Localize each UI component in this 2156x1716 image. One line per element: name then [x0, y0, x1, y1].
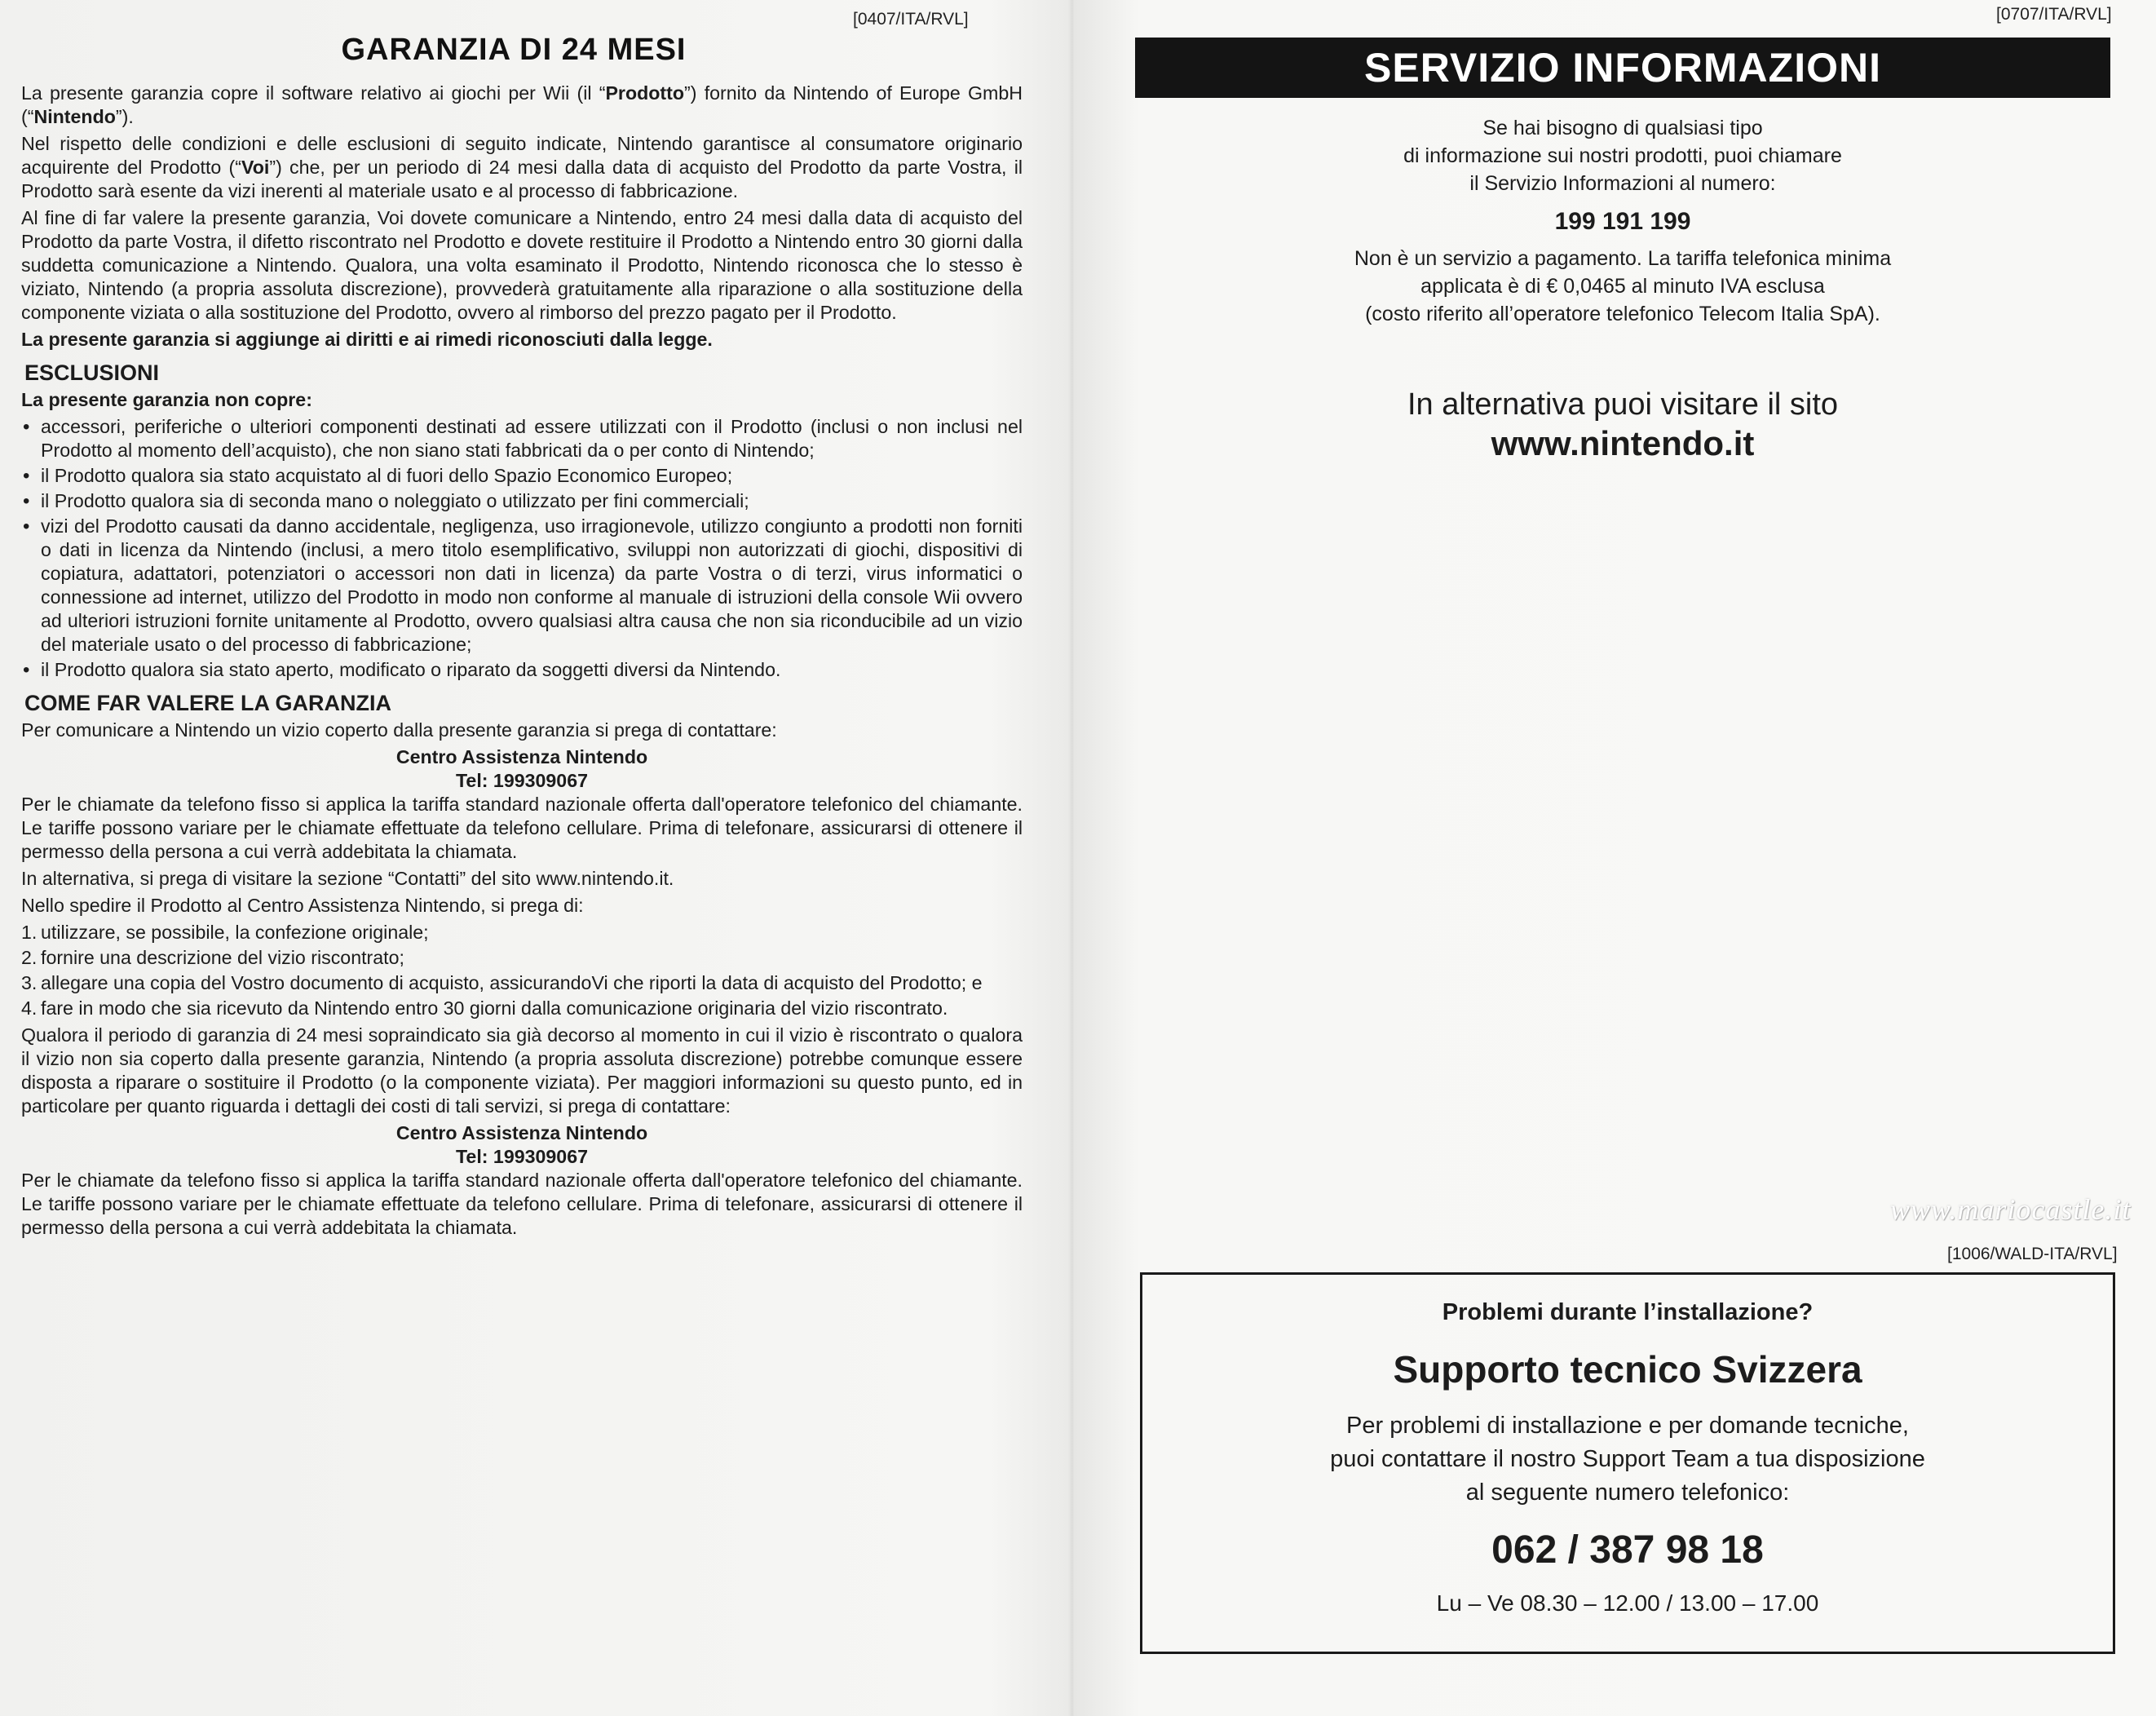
- exclusions-lead: La presente garanzia non copre:: [21, 389, 312, 410]
- warranty-body: [21, 82, 1023, 1243]
- info-line: il Servizio Informazioni al numero:: [1469, 172, 1776, 195]
- alt-line: In alternativa puoi visitare il sito: [1407, 387, 1839, 422]
- right-page: [1075, 0, 2156, 1716]
- support-description: [1142, 1409, 2113, 1510]
- exclusion-item: • vizi del Prodotto causati da danno accidentale, negligenza, uso irragionevole, utilizzo congiunto a prodotti non forniti o dati in licenza da Nintendo (inclusi, a mero titolo esemplificativo, sviluppi non autorizzati di giochi, dispositivi di copiatura, adattatori, potenziatori o accessori non dati in licenza) da parte Vostra o di terzi, virus informatici o connessione ad internet, utilizzo del Prodotto in modo non conforme al manuale di istruzioni della console Wii ovvero ad ulteriori istruzioni fornite unitamente al Prodotto, ovvero qualsiasi altra causa che non sia riconducibile ad un vizio del materiale usato o del processo di fabbricazione;: [21, 515, 1023, 657]
- support-hours: Lu – Ve 08.30 – 12.00 / 13.00 – 17.00: [1436, 1590, 1819, 1616]
- cost-line: applicata è di € 0,0465 al minuto IVA esclusa: [1420, 275, 1825, 298]
- intro-paragraph-4: La presente garanzia si aggiunge ai diritti e ai rimedi riconosciuti dalla legge.: [21, 329, 713, 350]
- ship-step: 2. fornire una descrizione del vizio riscontrato;: [21, 947, 404, 968]
- watermark: www.mariocastle.it: [1890, 1193, 2132, 1226]
- document-code: [0407/ITA/RVL]: [853, 10, 969, 29]
- exclusions-list: [21, 415, 1023, 682]
- expired-note: Qualora il periodo di garanzia di 24 mesi sopraindicato sia già decorso al momento in cui il vizio è riscontrato o qualora il vizio non sia coperto dalla presente garanzia, Nintendo (a propria assoluta discrezione) potrebbe comunque essere disposta a riparare o sostituire il Prodotto (o la componente viziata). Per maggiori informazioni su questo punto, ed in particolare per quanto riguarda i dettagli dei costi di tali servizi, si prega di contattare:: [21, 1024, 1023, 1117]
- left-page: [0, 0, 1075, 1716]
- info-line: Se hai bisogno di qualsiasi tipo: [1482, 117, 1763, 139]
- website-link[interactable]: www.nintendo.it: [1491, 424, 1755, 462]
- ship-step: 4. fare in modo che sia ricevuto da Nintendo entro 30 giorni dalla comunicazione originaria del vizio riscontrato.: [21, 997, 948, 1019]
- support-desc-line: al seguente numero telefonico:: [1465, 1479, 1790, 1506]
- warranty-title: GARANZIA DI 24 MESI: [341, 33, 687, 67]
- exclusion-item: • accessori, periferiche o ulteriori componenti destinati ad essere utilizzati con il Prodotto (inclusi o non inclusi nel Prodotto al momento dell’acquisto), che non siano stati fabbricati da o per conto di Nintendo;: [21, 415, 1023, 462]
- service-center-name-2: Centro Assistenza Nintendo: [395, 1122, 648, 1143]
- info-service-header: SERVIZIO INFORMAZIONI: [1135, 38, 2110, 98]
- ship-lead: Nello spedire il Prodotto al Centro Assistenza Nintendo, si prega di:: [21, 895, 584, 916]
- intro-paragraph-3: Al fine di far valere la presente garanzia, Voi dovete comunicare a Nintendo, entro 24 mesi dalla data di acquisto del Prodotto da parte Vostra, il difetto riscontrato nel Prodotto e dovete restituire il Prodotto a Nintendo entro 30 giorni dalla suddetta comunicazione a Nintendo. Qualora, una volta esaminato il Prodotto, Nintendo riconosca che lo stesso è viziato, Nintendo (a propria assoluta discrezione), provvederà gratuitamente alla riparazione o alla sostituzione della componente viziata o alla sostituzione del Prodotto, ovvero al rimborso del prezzo pagato per il Prodotto.: [21, 207, 1023, 323]
- ship-step: 1. utilizzare, se possibile, la confezione originale;: [21, 922, 429, 943]
- alt-contact: In alternativa, si prega di visitare la sezione “Contatti” del sito www.nintendo.it.: [21, 868, 674, 889]
- ship-steps: [21, 921, 1023, 1020]
- exclusions-heading: ESCLUSIONI: [24, 360, 160, 385]
- intro-paragraph-1: La presente garanzia copre il software relativo ai giochi per Wii (il “Prodotto”) fornito da Nintendo of Europe GmbH (“Nintendo”).: [21, 82, 1023, 127]
- support-title: Supporto tecnico Svizzera: [1393, 1348, 1862, 1391]
- service-center-tel-2: Tel: 199309067: [455, 1146, 588, 1167]
- support-phone: 062 / 387 98 18: [1491, 1528, 1764, 1572]
- service-center-tel: Tel: 199309067: [455, 770, 588, 791]
- tariff-note-2: Per le chiamate da telefono fisso si applica la tariffa standard nazionale offerta dall'operatore telefonico del chiamante. Le tariffe possono variare per le chiamate effettuate da telefono cellulare. Prima di telefonare, assicurarsi di ottenere il permesso della persona a cui verrà addebitata la chiamata.: [21, 1170, 1023, 1238]
- tariff-note: Per le chiamate da telefono fisso si applica la tariffa standard nazionale offerta dall'operatore telefonico del chiamante. Le tariffe possono variare per le chiamate effettuate da telefono cellulare. Prima di telefonare, assicurarsi di ottenere il permesso della persona a cui verrà addebitata la chiamata.: [21, 794, 1023, 862]
- support-question: Problemi durante l’installazione?: [1442, 1299, 1814, 1325]
- cost-line: Non è un servizio a pagamento. La tariffa telefonica minima: [1354, 247, 1892, 270]
- exclusion-item: • il Prodotto qualora sia stato acquistato al di fuori dello Spazio Economico Europeo;: [21, 464, 1023, 488]
- document-code-bottom: [1006/WALD-ITA/RVL]: [1947, 1245, 2118, 1263]
- ship-step: 3. allegare una copia del Vostro documento di acquisto, assicurandoVi che riporti la data di acquisto del Prodotto; e: [21, 972, 983, 993]
- support-box: [1140, 1272, 2115, 1654]
- info-service-text: [1135, 114, 2110, 328]
- support-desc-line: Per problemi di installazione e per domande tecniche,: [1346, 1413, 1909, 1439]
- document-code-top: [0707/ITA/RVL]: [1996, 5, 2112, 24]
- alt-website-block: [1135, 385, 2110, 463]
- cost-line: (costo riferito all’operatore telefonico Telecom Italia SpA).: [1365, 303, 1880, 325]
- claim-lead: Per comunicare a Nintendo un vizio coperto dalla presente garanzia si prega di contattare:: [21, 719, 777, 741]
- intro-paragraph-2: Nel rispetto delle condizioni e delle esclusioni di seguito indicate, Nintendo garantisce al consumatore originario acquirente del Prodotto (“Voi”) che, per un periodo di 24 mesi dalla data di acquisto del Prodotto da parte Vostra, il Prodotto sarà esente da vizi inerenti al materiale usato e al processo di fabbricazione.: [21, 133, 1023, 201]
- support-desc-line: puoi contattare il nostro Support Team a tua disposizione: [1330, 1446, 1925, 1472]
- exclusion-item: • il Prodotto qualora sia di seconda mano o noleggiato o utilizzato per fini commerciali;: [21, 489, 1023, 513]
- service-center-name: Centro Assistenza Nintendo: [395, 746, 648, 767]
- info-phone-number: 199 191 199: [1554, 208, 1691, 235]
- exclusion-item: • il Prodotto qualora sia stato aperto, modificato o riparato da soggetti diversi da Nintendo.: [21, 658, 1023, 682]
- info-line: di informazione sui nostri prodotti, puoi chiamare: [1403, 144, 1842, 167]
- claim-heading: COME FAR VALERE LA GARANZIA: [24, 691, 391, 715]
